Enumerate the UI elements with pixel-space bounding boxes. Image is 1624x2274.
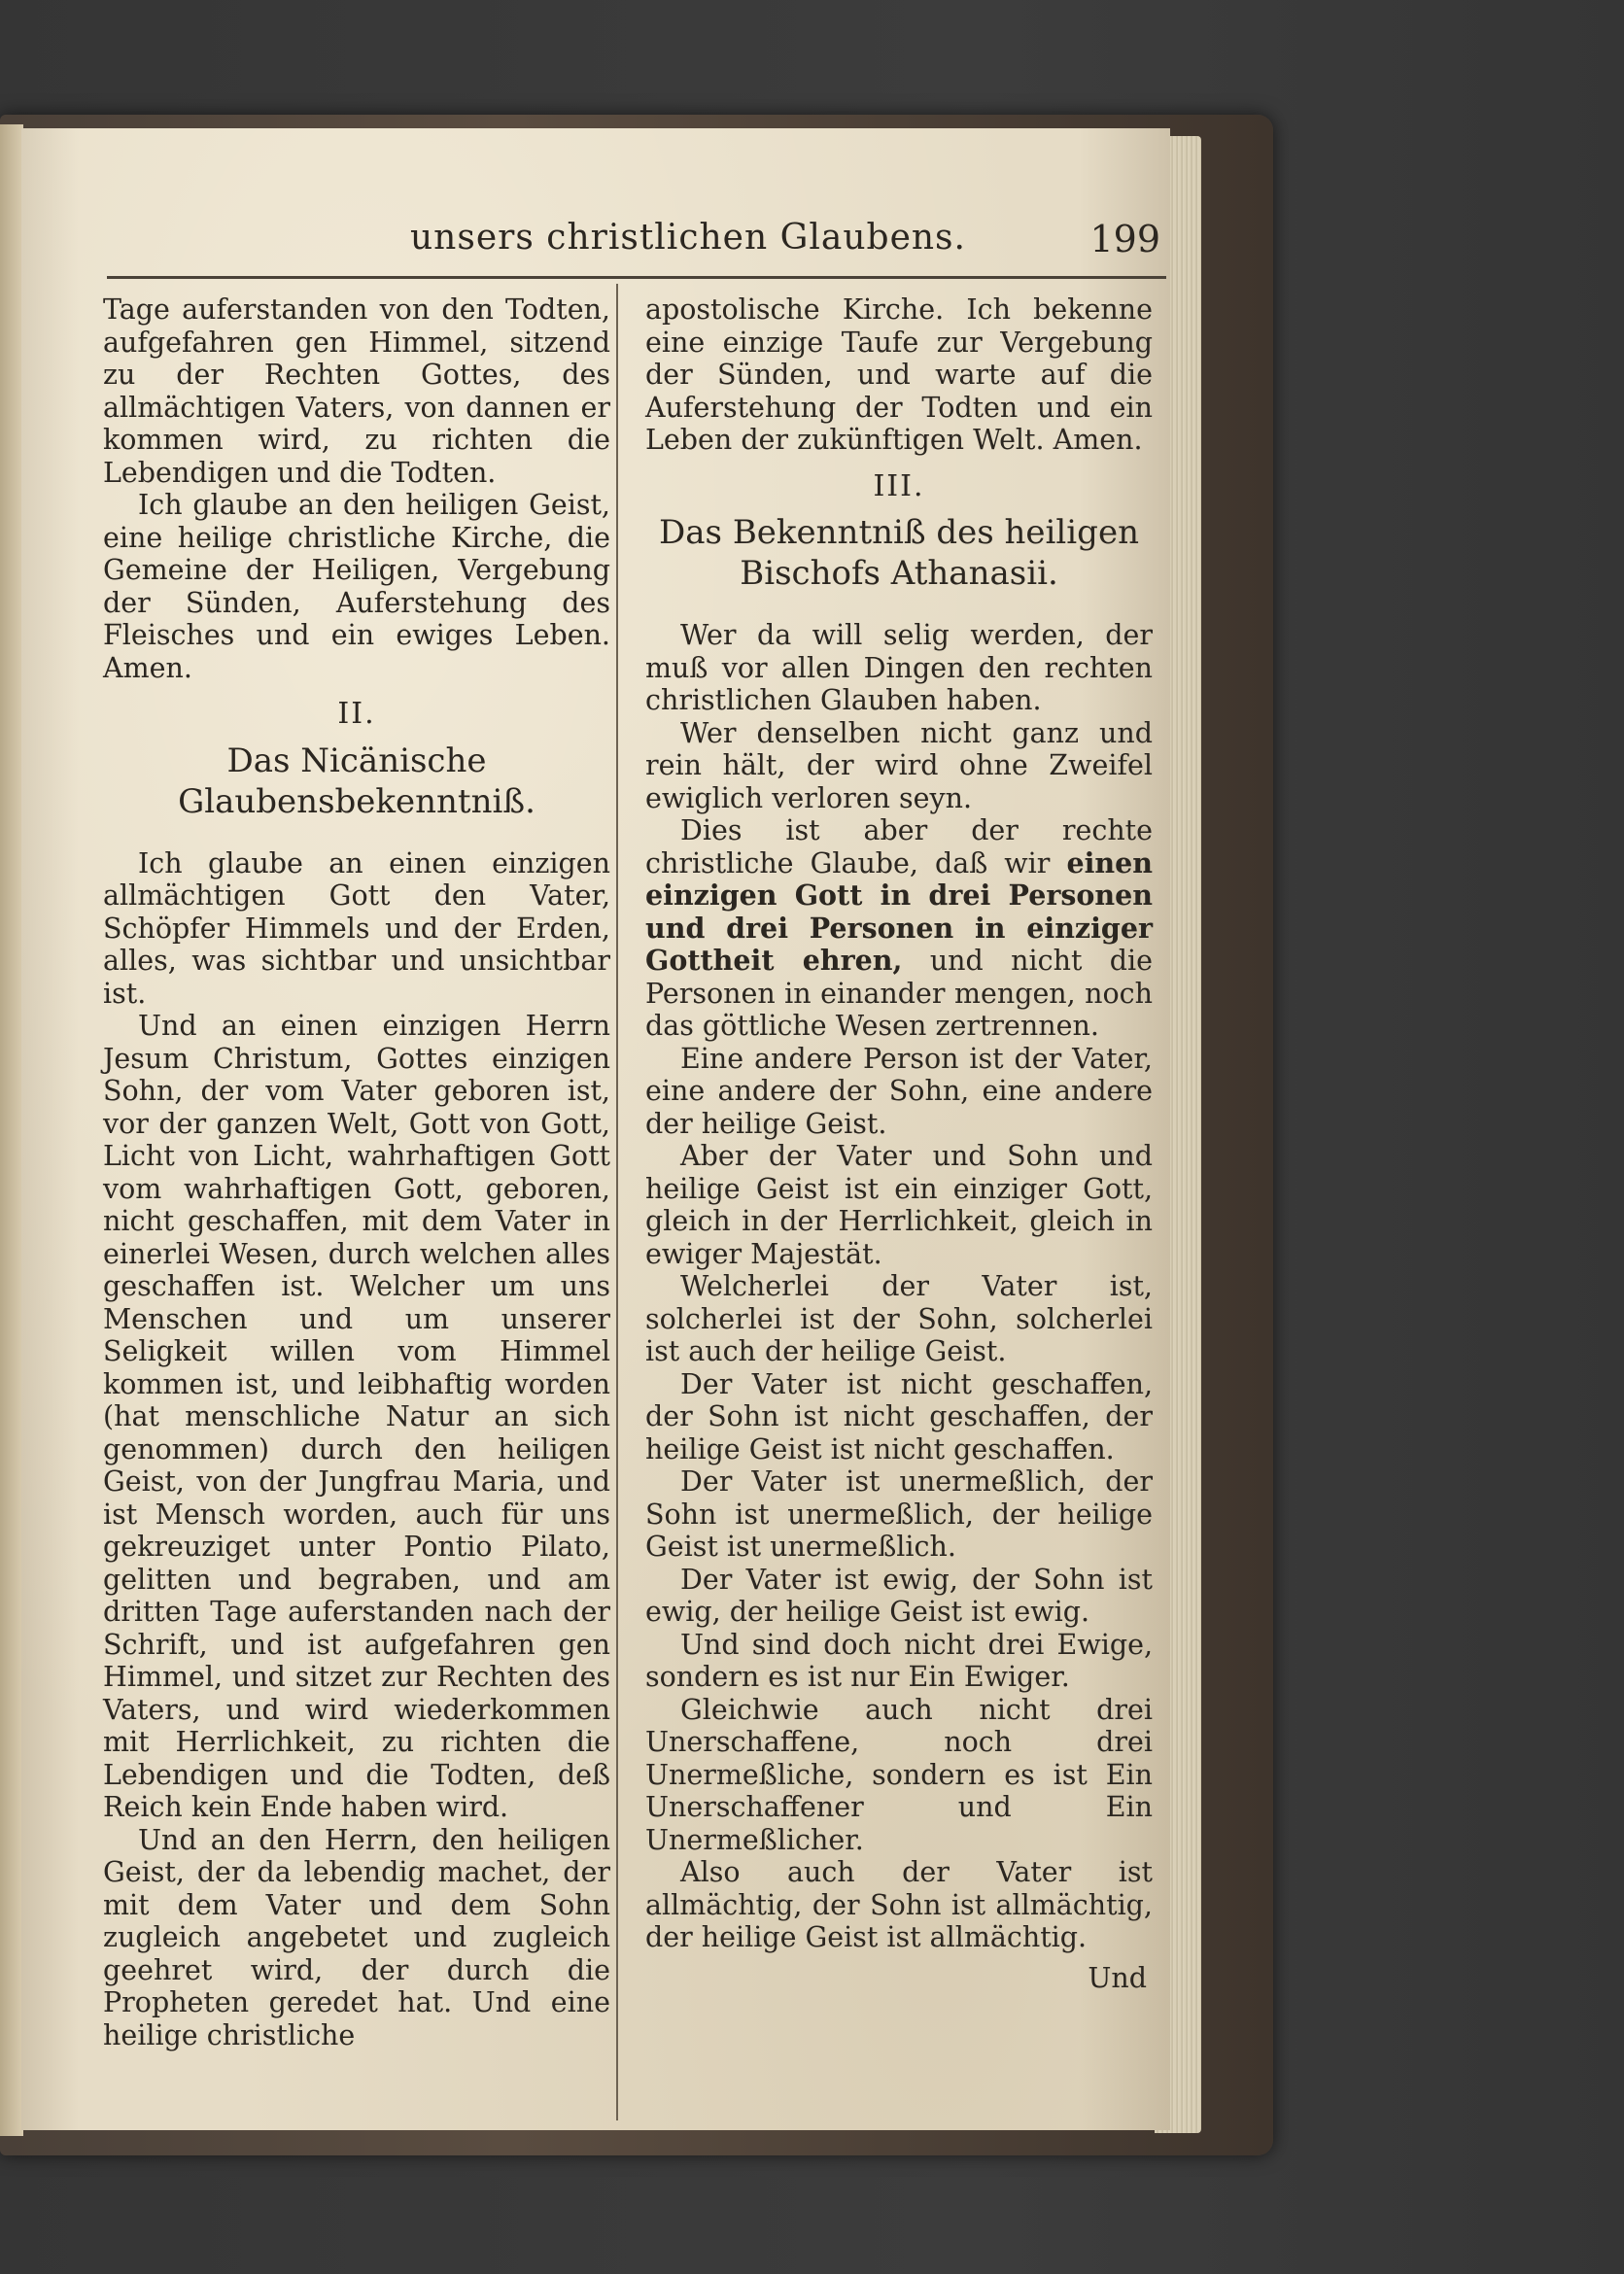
paragraph: Wer da will selig werden, der muß vor allen Dingen den rechten christlichen Glauben haben. [645, 619, 1153, 716]
paragraph: Wer denselben nicht ganz und rein hält, der wird ohne Zweifel ewiglich verloren seyn. [645, 716, 1153, 814]
column-divider [616, 284, 618, 2120]
catchword: Und [1088, 1961, 1147, 1994]
left-column [103, 293, 610, 2051]
paragraph: Gleichwie auch nicht drei Unerschaffene, noch drei Unermeßliche, sondern es ist Ein Unerschaffener und Ein Unermeßlicher. [645, 1693, 1153, 1856]
paragraph: Welcherlei der Vater ist, solcherlei ist der Sohn, solcherlei ist auch der heilige Geist. [645, 1270, 1153, 1367]
paragraph: Der Vater ist nicht geschaffen, der Sohn ist nicht geschaffen, der heilige Geist ist nicht geschaffen. [645, 1367, 1153, 1465]
book-page [21, 128, 1170, 2130]
paragraph: Und an einen einzigen Herrn Jesum Christum, Gottes einzigen Sohn, der vom Vater geboren ist, vor der ganzen Welt, Gott von Gott, Licht von Licht, wahrhaftigen Gott vom wahrhaftigen Gott, geboren, nicht geschaffen, mit dem Vater in einerlei Wesen, durch welchen alles geschaffen ist. Welcher um uns Menschen und um unserer Seligkeit willen vom Himmel kommen ist, und leibhaftig worden (hat menschliche Natur an sich genommen) durch den heiligen Geist, von der Jungfrau Maria, und ist Mensch worden, auch für uns gekreuziget unter Pontio Pilato, gelitten und begraben, und am dritten Tage auferstanden nach der Schrift, und ist aufgefahren gen Himmel, und sitzet zur Rechten des Vaters, und wird wiederkommen mit Herrlichkeit, zu richten die Lebendigen und die Todten, deß Reich kein Ende haben wird. [103, 1010, 610, 1823]
paragraph: Der Vater ist ewig, der Sohn ist ewig, der heilige Geist ist ewig. [645, 1563, 1153, 1628]
paragraph [645, 814, 1153, 1043]
paragraph-text: Dies ist aber der rechte christliche Glaube, daß wir [645, 814, 1153, 879]
paragraph: Also auch der Vater ist allmächtig, der Sohn ist allmächtig, der heilige Geist ist allmächtig. [645, 1856, 1153, 1953]
paragraph: Ich glaube an einen einzigen allmächtigen Gott den Vater, Schöpfer Himmels und der Erden, alles, was sichtbar und unsichtbar ist. [103, 846, 610, 1010]
paragraph: apostolische Kirche. Ich bekenne eine einzige Taufe zur Vergebung der Sünden, und warte auf die Auferstehung der Todten und ein Leben der zukünftigen Welt. Amen. [645, 293, 1153, 456]
section-number: II. [337, 697, 376, 731]
paragraph: Aber der Vater und Sohn und heilige Geist ist ein einziger Gott, gleich in der Herrlichkeit, gleich in ewiger Majestät. [645, 1140, 1153, 1270]
section-number: III. [873, 468, 925, 503]
paragraph-text: und nicht die Personen in einander mengen, noch das göttliche Wesen zertrennen. [645, 945, 1153, 1042]
right-column [645, 293, 1153, 1994]
paragraph: Eine andere Person ist der Vater, eine andere der Sohn, eine andere der heilige Geist. [645, 1042, 1153, 1140]
running-head [313, 218, 1170, 276]
paragraph: Ich glaube an den heiligen Geist, eine heilige christliche Kirche, die Gemeine der Heiligen, Vergebung der Sünden, Auferstehung des Fleisches und ein ewiges Leben. Amen. [103, 489, 610, 684]
bold-emphasis: einen einzigen Gott in drei Personen und drei Personen in einziger Gottheit ehren, [645, 845, 1154, 977]
section-heading: Das Bekenntniß des heiligen Bischofs Athanasii. [659, 513, 1139, 593]
paragraph: Der Vater ist unermeßlich, der Sohn ist unermeßlich, der heilige Geist ist unermeßlich. [645, 1465, 1153, 1563]
page-number: 199 [1089, 218, 1160, 260]
paragraph: Und an den Herrn, den heiligen Geist, der da lebendig machet, der mit dem Vater und dem Sohn zugleich angebetet und zugleich geehret wird, der durch die Propheten geredet hat. Und eine heilige christliche [103, 1823, 610, 2051]
facing-page-edge [0, 124, 23, 2136]
running-head-title: unsers christlichen Glaubens. [410, 218, 966, 258]
section-heading: Das Nicänische Glaubensbekenntniß. [178, 741, 536, 821]
paragraph: Tage auferstanden von den Todten, aufgefahren gen Himmel, sitzend zu der Rechten Gottes, des allmächtigen Vaters, von dannen er kommen wird, zu richten die Lebendigen und die Todten. [103, 293, 610, 489]
paragraph: Und sind doch nicht drei Ewige, sondern es ist nur Ein Ewiger. [645, 1628, 1153, 1693]
header-rule [107, 276, 1166, 279]
